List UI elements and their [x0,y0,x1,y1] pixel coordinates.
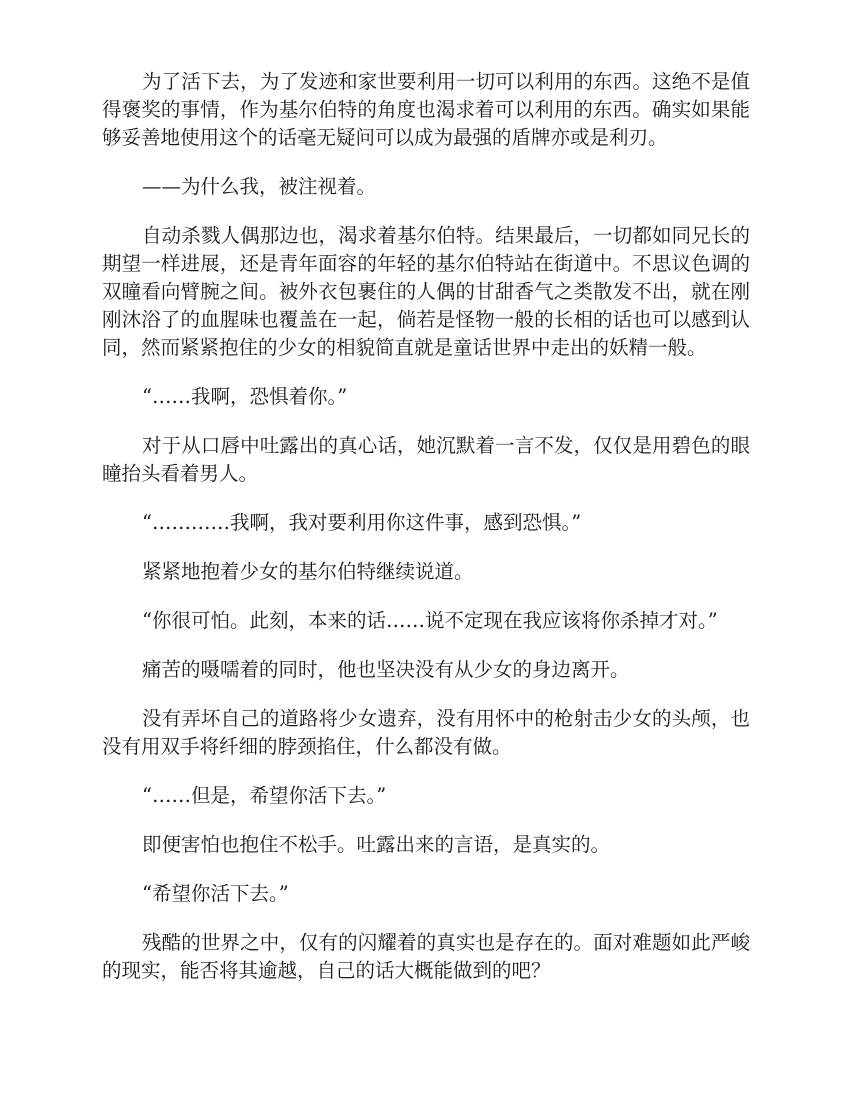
paragraph: “你很可怕。此刻，本来的话……说不定现在我应该将你杀掉才对。” [142,609,718,632]
paragraph: 对于从口唇中吐露出的真心话，她沉默着一言不发，仅仅是用碧色的眼瞳抬头看着男人。 [102,434,750,485]
paragraph: “希望你活下去。” [142,882,289,905]
paragraph: 痛苦的嗫嚅着的同时，他也坚决没有从少女的身边离开。 [142,658,630,681]
paragraph: “……我啊，恐惧着你。” [142,385,348,408]
paragraph: ——为什么我，被注视着。 [142,175,377,198]
paragraph: 即便害怕也抱住不松手。吐露出来的言语，是真实的。 [142,833,611,856]
paragraph: “……但是，希望你活下去。” [142,784,387,807]
paragraph: 为了活下去，为了发迹和家世要利用一切可以利用的东西。这绝不是值得褒奖的事情，作为基尔伯特的角度也渴求着可以利用的东西。确实如果能够妥善地使用这个的话毫无疑问可以成为最强的盾牌亦或是利刃。 [102,70,750,149]
document-page [102,68,750,1006]
paragraph: 残酷的世界之中，仅有的闪耀着的真实也是存在的。面对难题如此严峻的现实，能否将其逾越，自己的话大概能做到的吧？ [102,931,750,982]
paragraph: 自动杀戮人偶那边也，渴求着基尔伯特。结果最后，一切都如同兄长的期望一样进展，还是青年面容的年轻的基尔伯特站在街道中。不思议色调的双瞳看向臂腕之间。被外衣包裹住的人偶的甘甜香气之类散发不出，就在刚刚沐浴了的血腥味也覆盖在一起，倘若是怪物一般的长相的话也可以感到认同，然而紧紧抱住的少女的相貌简直就是童话世界中走出的妖精一般。 [102,224,750,359]
paragraph: “…………我啊，我对要利用你这件事，感到恐惧。” [142,511,582,534]
paragraph: 紧紧地抱着少女的基尔伯特继续说道。 [142,560,474,583]
paragraph: 没有弄坏自己的道路将少女遗弃，没有用怀中的枪射击少女的头颅，也没有用双手将纤细的脖颈掐住，什么都没有做。 [102,707,750,758]
